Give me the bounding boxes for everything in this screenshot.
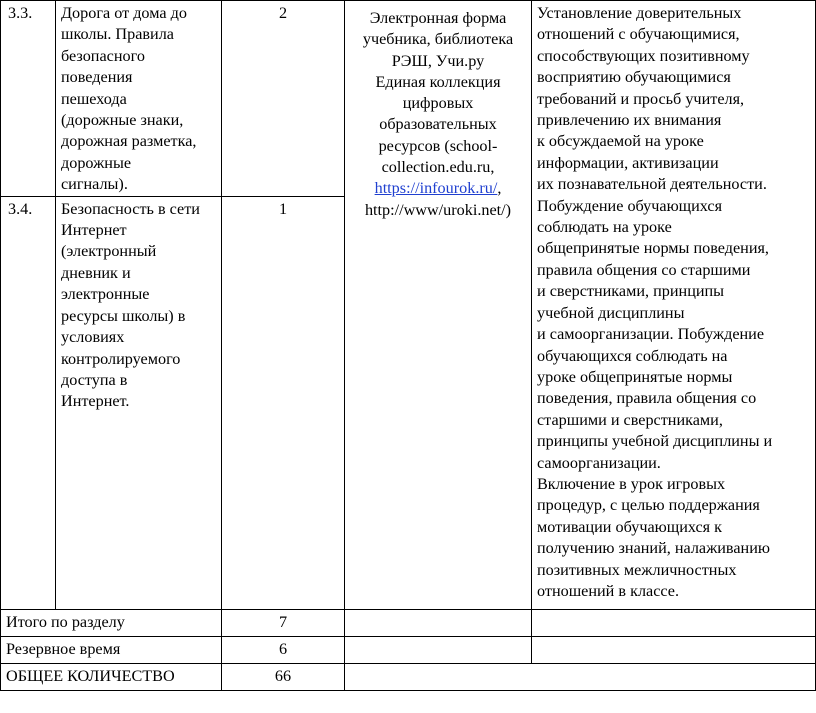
- grand-total-row: [1, 663, 816, 690]
- topic-cell: Безопасность в сети Интернет (электронный дневник и электронные ресурсы школы) в условиях контролируемого доступа в Интернет.: [56, 196, 222, 609]
- upbringing-cell: Установление доверительных отношений с обучающимися, способствующих позитивному восприятию обучающимися требований и просьб учителя, привлечению их внимания к обсуждаемой на уроке информации, активизации их познавательной деятельности. Побуждение обучающихся соблюдать на уроке общепринятые нормы поведения, правила общения со старшими и сверстниками, принципы учебной дисциплины и самоорганизации. Побуждение обучающихся соблюдать на уроке общепринятые нормы поведения, правила общения со старшими и сверстниками, принципы учебной дисциплины и самоорганизации. Включение в урок игровых процедур, с целью поддержания мотивации обучающихся к получению знаний, налаживанию позитивных межличностных отношений в классе.: [532, 1, 816, 610]
- total-label: Итого по разделу: [1, 609, 222, 636]
- total-value: 7: [222, 609, 345, 636]
- infourok-link[interactable]: https://infourok.ru/: [374, 179, 498, 198]
- table-row: [1, 1, 816, 197]
- row-number: 3.3.: [1, 1, 56, 197]
- hours-cell: 1: [222, 196, 345, 609]
- reserve-row: [1, 636, 816, 663]
- topic-cell: Дорога от дома до школы. Правила безопасного поведения пешехода (дорожные знаки, дорожная разметка, дорожные сигналы).: [56, 1, 222, 197]
- grand-total-label: ОБЩЕЕ КОЛИЧЕСТВО: [1, 663, 222, 690]
- empty-cell: [345, 663, 816, 690]
- hours-cell: 2: [222, 1, 345, 197]
- grand-total-value: 66: [222, 663, 345, 690]
- empty-cell: [532, 636, 816, 663]
- total-row: [1, 609, 816, 636]
- reserve-value: 6: [222, 636, 345, 663]
- empty-cell: [345, 636, 532, 663]
- empty-cell: [345, 609, 532, 636]
- reserve-label: Резервное время: [1, 636, 222, 663]
- empty-cell: [532, 609, 816, 636]
- resources-cell: Электронная форма учебника, библиотека РЭШ, Учи.ру Единая коллекция цифровых образовательных ресурсов (school- collection.edu.ru, https://infourok.ru/, http://www/uroki.net/): [345, 1, 532, 610]
- row-number: 3.4.: [1, 196, 56, 609]
